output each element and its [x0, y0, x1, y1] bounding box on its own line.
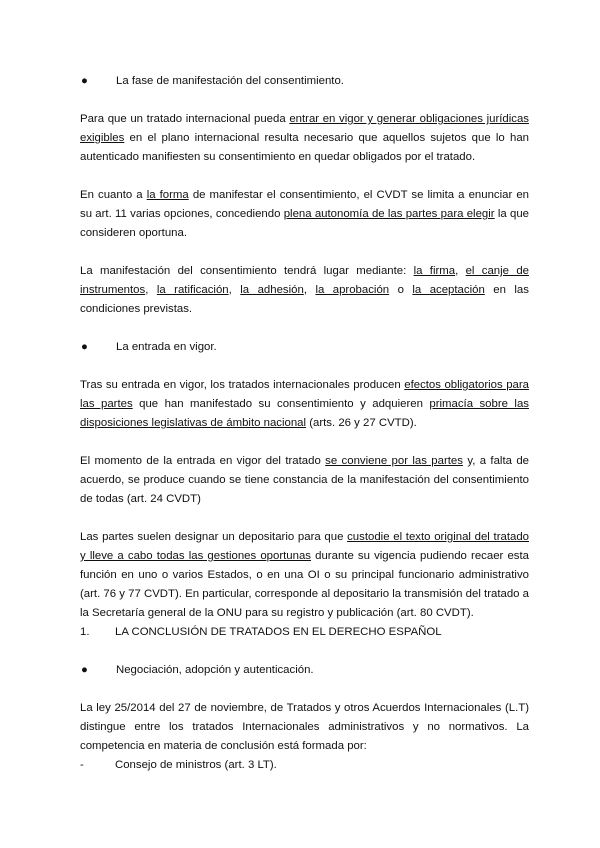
heading-text: La fase de manifestación del consentimiento. — [116, 75, 344, 87]
paragraph-modos-manifestacion: La manifestación del consentimiento tendrá lugar mediante: la firma, el canje de instrumentos, la ratificación, la adhesión, la aprobación o la aceptación en las condiciones previstas. — [80, 265, 529, 315]
bullet-marker: ● — [81, 75, 88, 87]
number-marker: 1. — [80, 626, 90, 638]
dash-item-consejo-ministros — [80, 756, 529, 775]
bullet-marker: ● — [81, 664, 88, 676]
heading-text: Negociación, adopción y autenticación. — [116, 664, 314, 676]
underlined-phrase: el canje de instrumentos — [80, 265, 529, 296]
underlined-phrase: la aceptación — [412, 284, 485, 296]
underlined-phrase: custodie el texto original del tratado y lleve a cabo todas las gestiones oportunas — [80, 531, 529, 562]
list-item-text: Consejo de ministros (art. 3 LT). — [115, 759, 277, 771]
paragraph-efectos: Tras su entrada en vigor, los tratados internacionales producen efectos obligatorios para las partes que han manifestado su consentimiento y adquieren primacía sobre las disposiciones legislativas de ámbito nacional (arts. 26 y 27 CVTD). — [80, 379, 530, 429]
underlined-phrase: la forma — [146, 189, 189, 201]
underlined-phrase: se conviene por las partes — [325, 455, 463, 467]
dash-marker: - — [80, 759, 84, 771]
document-page — [80, 72, 529, 775]
underlined-phrase: la aprobación — [315, 284, 390, 296]
underlined-phrase: plena autonomía de las partes para elegir — [283, 208, 495, 220]
paragraph-forma: En cuanto a la forma de manifestar el consentimiento, el CVDT se limita a enunciar en su art. 11 varias opciones, concediendo plena autonomía de las partes para elegir la que consideren oportuna. — [80, 189, 530, 239]
paragraph-manifestacion-intro: Para que un tratado internacional pueda entrar en vigor y generar obligaciones jurídicas exigibles en el plano internacional resulta necesario que aquellos sujetos que lo han autenticado manifiesten su consentimiento en quedar obligados por el tratado. — [80, 113, 529, 163]
underlined-phrase: efectos obligatorios para las partes — [80, 379, 530, 410]
underlined-phrase: la firma — [413, 265, 456, 277]
paragraph-ley-tratados: La ley 25/2014 del 27 de noviembre, de Tratados y otros Acuerdos Internacionales (L.T) distingue entre los tratados Internacionales administrativos y no normativos. La competencia en materia de conclusión está formada por: — [80, 702, 529, 752]
bullet-marker: ● — [81, 341, 88, 353]
paragraph-momento-vigor: El momento de la entrada en vigor del tratado se conviene por las partes y, a falta de acuerdo, se produce cuando se tiene constancia de la manifestación del consentimiento de todas (art. 24 CVDT) — [80, 455, 530, 505]
section-heading-negociacion — [80, 661, 529, 680]
numbered-heading-conclusion — [80, 623, 529, 642]
underlined-phrase: primacía sobre las disposiciones legislativas de ámbito nacional — [80, 398, 529, 429]
underlined-phrase: entrar en vigor y generar obligaciones jurídicas exigibles — [80, 113, 529, 144]
underlined-phrase: la ratificación — [156, 284, 229, 296]
paragraph-depositario: Las partes suelen designar un depositario para que custodie el texto original del tratado y lleve a cabo todas las gestiones oportunas durante su vigencia pudiendo recaer esta función en uno o varios Estados, o en una OI o su principal funcionario administrativo (art. 76 y 77 CVDT). En particular, corresponde al depositario la transmisión del tratado a la Secretaría general de la ONU para su registro y publicación (art. 80 CVDT). — [80, 531, 529, 619]
heading-text: LA CONCLUSIÓN DE TRATADOS EN EL DERECHO ESPAÑOL — [115, 626, 442, 638]
heading-text: La entrada en vigor. — [116, 341, 217, 353]
section-heading-manifestacion — [80, 72, 529, 91]
section-heading-entrada-vigor — [80, 338, 529, 357]
underlined-phrase: la adhesión — [240, 284, 304, 296]
